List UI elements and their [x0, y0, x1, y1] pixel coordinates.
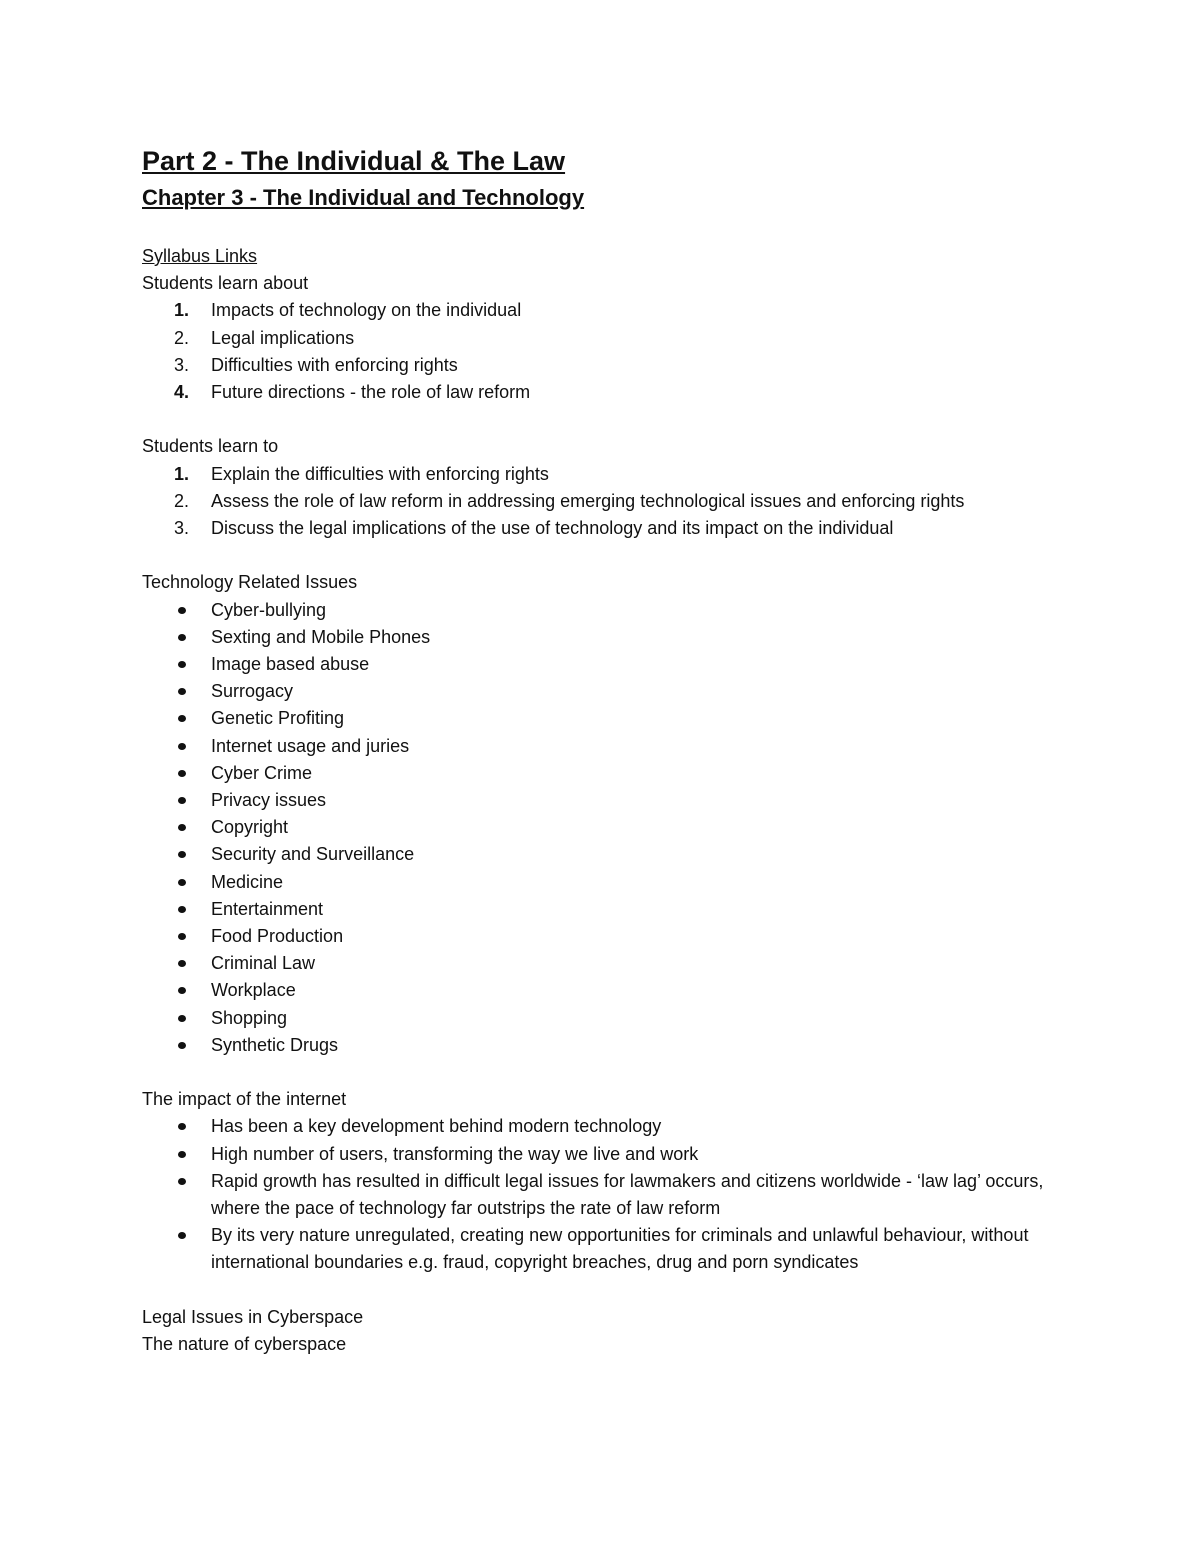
bullet-icon: [178, 661, 186, 668]
list-item: [142, 651, 1082, 678]
list-item: [142, 1168, 1061, 1222]
internet-impact-label: The impact of the internet: [142, 1089, 347, 1110]
list-item: [142, 1113, 1061, 1140]
list-item-text: Workplace: [211, 980, 296, 1001]
list-item-text: Medicine: [211, 871, 284, 892]
list-item: [142, 705, 1082, 732]
list-item-text: Synthetic Drugs: [211, 1034, 339, 1055]
list-item-text: Image based abuse: [211, 654, 370, 675]
bullet-icon: [178, 770, 186, 777]
bullet-icon: [178, 743, 186, 750]
list-item: [142, 678, 1082, 705]
list-number: 1.: [174, 300, 190, 321]
tech-issues-label: Technology Related Issues: [142, 572, 358, 593]
cyberspace-subheading: The nature of cyberspace: [142, 1334, 347, 1355]
list-item: [142, 923, 1082, 950]
list-item: [142, 896, 1082, 923]
bullet-icon: [178, 1123, 186, 1130]
list-number: 2.: [174, 327, 190, 348]
list-item-text: Difficulties with enforcing rights: [211, 354, 458, 375]
list-item: [142, 950, 1082, 977]
list-number: 2.: [174, 490, 190, 511]
list-item-text: Genetic Profiting: [211, 708, 345, 729]
list-number: 1.: [174, 463, 190, 484]
list-item: [142, 1032, 1082, 1059]
list-item: [142, 869, 1082, 896]
bullet-icon: [178, 906, 186, 913]
cyberspace-heading: Legal Issues in Cyberspace: [142, 1306, 364, 1327]
bullet-icon: [178, 607, 186, 614]
list-item: [142, 977, 1082, 1004]
bullet-icon: [178, 797, 186, 804]
list-item-text: High number of users, transforming the way we live and work: [211, 1143, 699, 1164]
list-item: [142, 1141, 1061, 1168]
bullet-icon: [178, 688, 186, 695]
list-item-text: Security and Surveillance: [211, 844, 415, 865]
list-item: [142, 841, 1082, 868]
bullet-icon: [178, 960, 186, 967]
syllabus-heading: Syllabus Links: [142, 246, 258, 266]
list-item: [142, 624, 1082, 651]
list-item: [142, 352, 1082, 379]
list-item-text: By its very nature unregulated, creating new opportunities for criminals and unlawful behaviour, without international boundaries e.g. fraud, copyright breaches, drug and porn syndicates: [211, 1225, 1029, 1273]
list-item-text: Assess the role of law reform in addressing emerging technological issues and enforcing rights: [211, 490, 965, 511]
list-item-text: Internet usage and juries: [211, 735, 410, 756]
bullet-icon: [178, 1151, 186, 1158]
list-item: [142, 1005, 1082, 1032]
bullet-icon: [178, 1015, 186, 1022]
chapter-title: Chapter 3 - The Individual and Technology: [142, 185, 585, 210]
list-item: [142, 297, 1082, 324]
list-number: 4.: [174, 382, 190, 403]
list-item-text: Explain the difficulties with enforcing rights: [211, 463, 549, 484]
list-number: 3.: [174, 354, 190, 375]
tech-issues-list: [142, 597, 1082, 1059]
spacer: [142, 542, 1082, 569]
internet-impact-list: [142, 1113, 1082, 1276]
bullet-icon: [178, 933, 186, 940]
learn-about-list: [142, 297, 1082, 406]
list-item-text: Legal implications: [211, 327, 355, 348]
list-item: [142, 379, 1082, 406]
spacer: [142, 1277, 1082, 1304]
list-item-text: Cyber Crime: [211, 762, 313, 783]
list-item: [142, 325, 1082, 352]
list-item-text: Criminal Law: [211, 953, 316, 974]
list-item-text: Future directions - the role of law reform: [211, 382, 531, 403]
spacer: [142, 406, 1082, 433]
bullet-icon: [178, 715, 186, 722]
list-item: [142, 461, 1082, 488]
list-item: [142, 760, 1082, 787]
list-item-text: Rapid growth has resulted in difficult legal issues for lawmakers and citizens worldwide - ‘law lag’ occurs, where the pace of technology far outstrips the rate of law reform: [211, 1170, 1044, 1219]
spacer: [142, 1059, 1082, 1086]
list-item-text: Cyber-bullying: [211, 599, 327, 620]
list-item-text: Privacy issues: [211, 790, 327, 811]
learn-to-list: [142, 461, 1082, 543]
list-item: [142, 488, 1082, 515]
list-item-text: Sexting and Mobile Phones: [211, 626, 431, 647]
list-item-text: Food Production: [211, 926, 344, 947]
list-item-text: Surrogacy: [211, 681, 294, 702]
bullet-icon: [178, 1232, 186, 1239]
list-item: [142, 1222, 1061, 1276]
bullet-icon: [178, 851, 186, 858]
bullet-icon: [178, 824, 186, 831]
bullet-icon: [178, 1178, 186, 1185]
list-item: [142, 597, 1082, 624]
list-item-text: Has been a key development behind modern technology: [211, 1116, 662, 1137]
list-item-text: Copyright: [211, 817, 289, 838]
learn-to-label: Students learn to: [142, 436, 279, 457]
bullet-icon: [178, 634, 186, 641]
learn-about-label: Students learn about: [142, 273, 309, 294]
list-item: [142, 814, 1082, 841]
list-item-text: Impacts of technology on the individual: [211, 300, 522, 321]
list-item-text: Discuss the legal implications of the use of technology and its impact on the individual: [211, 518, 894, 539]
page-title: Part 2 - The Individual & The Law: [142, 146, 566, 176]
list-item: [142, 733, 1082, 760]
document-page: [142, 142, 1082, 1358]
list-number: 3.: [174, 518, 190, 539]
list-item-text: Shopping: [211, 1007, 288, 1028]
bullet-icon: [178, 1042, 186, 1049]
list-item: [142, 515, 1082, 542]
bullet-icon: [178, 987, 186, 994]
list-item: [142, 787, 1082, 814]
bullet-icon: [178, 879, 186, 886]
list-item-text: Entertainment: [211, 898, 324, 919]
